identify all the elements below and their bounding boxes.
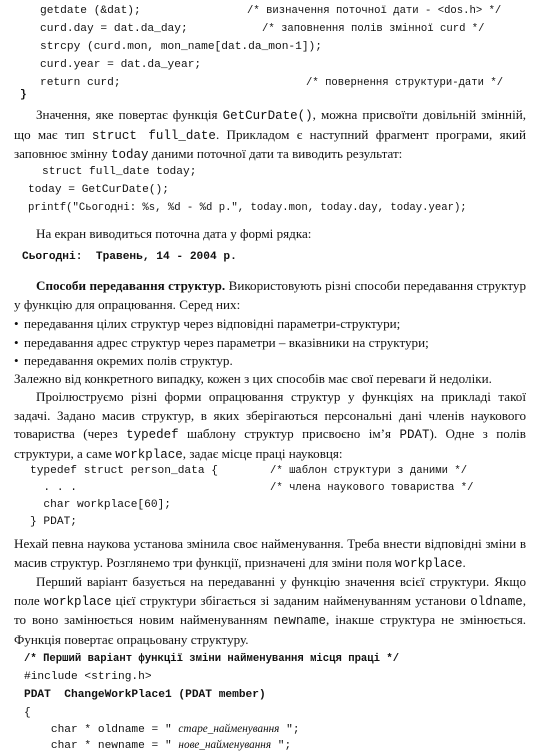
code-line: strcpy (curd.mon, mon_name[dat.da_mon-1]); (40, 41, 322, 53)
code-comment: /* Перший варіант функції зміни найменування місця праці */ (24, 653, 400, 665)
code-line: #include <string.h> (24, 671, 152, 683)
list-item: • передавання окремих полів структур. (14, 353, 233, 368)
paragraph: Значення, яке повертає функція GetCurDate(), можна присвоїти довільній змінній, що має тип struct full_date. Прикладом є наступний фрагмент програми, який заповнює змінну today даними поточної дати та виводить результат: (14, 107, 526, 162)
code-line: . . . (30, 482, 77, 494)
code-line: PDAT ChangeWorkPlace1 (PDAT member) (24, 689, 266, 701)
paragraph: На екран виводиться поточна дата у формі рядка: (36, 226, 312, 241)
code-line: printf("Сьогодні: %s, %d - %d р.", today.mon, today.day, today.year); (28, 202, 467, 214)
code-comment: /* члена наукового товариства */ (270, 482, 474, 494)
code-line: getdate (&dat); (40, 5, 141, 17)
code-line: } PDAT; (30, 516, 77, 528)
paragraph: Перший варіант базується на передаванні у функцію значення всієї структури. Якщо поле workplace цієї структури збігається зі заданим найменуванням установи oldname, то воно замінюється новим найменуванням newname, інакше структура не змінюється. Функція повертає опрацьовану структуру. (14, 574, 526, 647)
paragraph: Залежно від конкретного випадку, кожен з цих способів має свої переваги й недоліки. (14, 371, 492, 386)
section-heading: Способи передавання структур. (36, 278, 226, 293)
code-line: { (24, 707, 31, 719)
code-line: char * newname = " нове_найменування "; (24, 739, 292, 752)
code-line: char workplace[60]; (30, 499, 171, 511)
code-line: typedef struct person_data { (30, 465, 218, 477)
code-comment: /* шаблон структури з даними */ (270, 465, 468, 477)
code-line: struct full_date today; (42, 166, 197, 178)
code-line: } (20, 89, 27, 101)
code-line: curd.year = dat.da_year; (40, 59, 202, 71)
paragraph: Проілюструємо різні форми опрацювання структур у функціях на прикладі такої задачі. Задано масив структур, в яких зберігаються персональні дані членів наукового товариства (через typedef шаблону структур присвоєно ім’я PDAT). Одне з полів структури, а саме workplace, задає місце праці науковця: (14, 389, 526, 462)
output-line: Сьогодні: Травень, 14 - 2004 р. (22, 251, 237, 263)
code-comment: /* повернення структури-дати */ (306, 77, 504, 89)
code-line: return curd; (40, 77, 121, 89)
list-item: • передавання адрес структур через параметри – вказівники на структури; (14, 335, 429, 350)
list-item: • передавання цілих структур через відповідні параметри-структури; (14, 316, 401, 331)
code-comment: /* визначення поточної дати - <dos.h> */ (247, 5, 502, 17)
paragraph: Способи передавання структур. Використовують різні способи передавання структур у функцію для опрацювання. Серед них: (14, 278, 527, 312)
code-line: today = GetCurDate(); (28, 184, 169, 196)
code-line: char * oldname = " старе_найменування "; (24, 723, 300, 736)
code-line: curd.day = dat.da_day; (40, 23, 188, 35)
code-comment: /* заповнення полів змінної curd */ (262, 23, 485, 35)
paragraph: Нехай певна наукова установа змінила своє найменування. Треба внести відповідні зміни в масив структур. Розглянемо три функції, призначені для зміни поля workplace. (14, 536, 526, 571)
